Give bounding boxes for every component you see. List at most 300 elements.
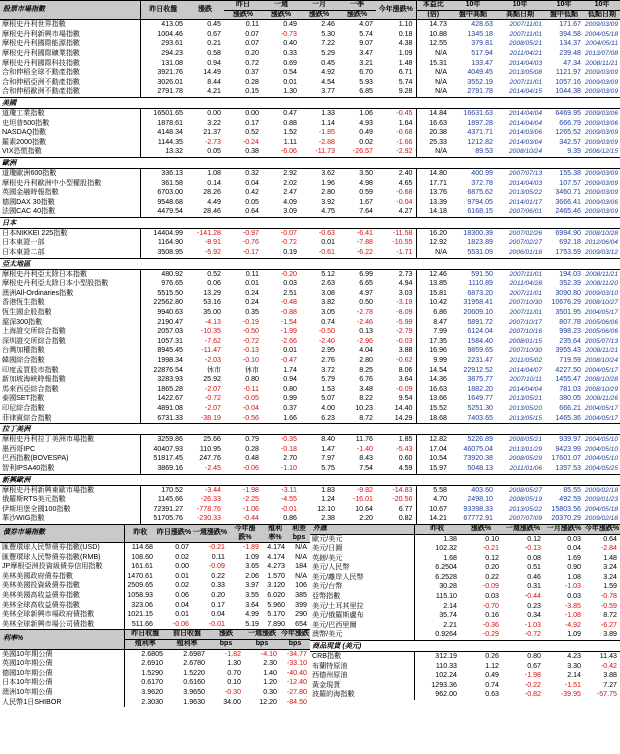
rate-row[interactable]: 英國10年期公債 2.6910 2.6780 1.30 2.30 -33.10: [2, 659, 307, 668]
ten-year-low-date: 2009/02/18: [584, 515, 618, 523]
index-name: 澳洲All-Ordinaries指數: [2, 288, 74, 297]
index-name: 華沙WIG指數: [2, 514, 45, 523]
ten-year-high-date: 2014/04/07: [508, 366, 542, 374]
rate-row[interactable]: 美國10年期公債 2.6805 2.6987 -1.82 -4.10 -34.77: [2, 649, 307, 658]
ten-year-high: 372.78: [471, 178, 493, 187]
table-row[interactable]: 台灣加權指數 8945.45 -11.47 -0.13 0.01 2.95 4.04 3.88 16.96 9859.65 2007/10/30 3955.43 2008/11/21: [2, 346, 618, 355]
ten-year-low-date: 2009/03/09: [584, 69, 618, 77]
ten-year-high-date: 2007/11/01: [509, 78, 542, 86]
ten-year-low-date: 2005/06/06: [584, 318, 618, 326]
ten-year-high: 9859.65: [467, 346, 493, 355]
ten-year-low-date: 2004/05/18: [584, 505, 618, 513]
table-row[interactable]: 華沙WIG指數 51705.76 -230.33 -0.44 0.86 2.38 2.20 0.82 14.21 67772.91 2007/07/09 20370.29 2009/02/18: [2, 514, 618, 523]
equity-header-row: [0, 1, 620, 11]
ten-year-low-date: 2006/12/15: [584, 148, 618, 156]
ten-year-high-date: 2014/04/04: [508, 109, 542, 117]
equity-section-label: 新興歐洲: [0, 474, 620, 485]
index-name: 墨西哥IPC: [2, 444, 36, 453]
row-label: JP摩根亞洲投資級債券信用指數: [2, 562, 103, 571]
ten-year-high-date: 2006/01/16: [508, 249, 542, 257]
ten-year-high: 379.81: [471, 39, 493, 48]
fx-table: [310, 524, 620, 700]
ten-year-high: 4049.45: [467, 68, 493, 77]
rate-row[interactable]: 澳洲10年期公債 3.9620 3.9650 -0.30 0.30 -27.80: [2, 688, 307, 696]
ten-year-low-date: 2004/05/17: [584, 404, 618, 412]
ten-year-high: 89.53: [475, 147, 493, 156]
ten-year-low: 20370.29: [551, 514, 581, 523]
bond-title: 債券市場指數: [0, 524, 124, 542]
row-label: 美國10年期公債: [2, 649, 53, 658]
table-row[interactable]: 摩根史丹利歐洲中小型權股指數 361.58 0.14 0.04 2.02 1.96 4.98 4.65 17.71 372.78 2014/04/03 107.57 2009/03/09: [2, 178, 618, 187]
ten-year-low: 107.57: [559, 178, 581, 187]
rate-row[interactable]: 人民幣1日SHIBOR 2.3030 1.9630 34.00 12.20 -84.50: [2, 697, 307, 706]
ten-year-high-date: 2008/05/21: [508, 436, 542, 444]
ten-year-low-date: 2009/03/09: [584, 189, 618, 197]
ten-year-low: 380.05: [559, 394, 581, 403]
index-name: 摩根史丹利亞太除日本指數: [2, 269, 88, 278]
ten-year-high-date: 2007/07/09: [508, 515, 542, 523]
ten-year-high: 428.63: [471, 20, 493, 29]
ten-year-low-date: 2004/05/17: [584, 309, 618, 317]
ten-year-high-date: 2007/11/01: [509, 21, 542, 29]
table-row[interactable]: 智利IPSA40指數 3869.16 -2.45 -0.06 -1.10 5.75 7.54 4.59 15.97 5048.13 2011/01/06 1357.53 2004/05/25: [0, 464, 620, 474]
bond-row[interactable]: 匯豐環球人民幣債券指數(USD) 114.68 0.07 -0.21 -1.89 4.174 N/A: [2, 543, 307, 552]
table-row[interactable]: 滬深300指數 2190.47 -4.13 -0.19 -1.54 0.74 -2.46 -5.99 8.47 5891.72 2007/10/17 807.78 2005/06/06: [2, 317, 618, 326]
ten-year-low: 1455.47: [555, 375, 581, 384]
index-name: 摩根史丹利歐洲中小型權股指數: [2, 178, 102, 187]
col-10y-low-date-bot: 低點日期: [584, 10, 620, 20]
fx-row[interactable]: 澳幣/美元 0.9264 -0.29 -0.72 1.09 3.89: [310, 630, 620, 640]
fx-col-month: 一月漲跌%: [544, 524, 584, 534]
fx-col-day: 漲跌%: [460, 524, 502, 534]
ten-year-low: 171.67: [559, 20, 581, 29]
index-name: 摩根史丹利新興市場指數: [2, 29, 81, 38]
ten-year-low: 352.39: [559, 279, 581, 288]
equity-section-label: 美國: [0, 97, 620, 108]
row-label: 美林美國投資級債券指數: [2, 581, 81, 590]
bond-row[interactable]: 美林全球新興市場公司債指數 511.66 -0.06 -0.01 5.19 7.890 654: [2, 619, 307, 628]
ten-year-high-date: 2008/05/19: [508, 496, 542, 504]
ten-year-low: 939.97: [559, 435, 581, 444]
row-label: 歐元/美元: [312, 534, 343, 543]
ten-year-low: 719.59: [559, 356, 581, 364]
table-row[interactable]: 恆生國企股指數 9940.63 35.00 0.35 -0.88 3.05 -2.78 -8.09 6.86 20609.10 2007/11/01 3501.95 2004/05/17: [2, 308, 618, 317]
ten-year-high: 6124.04: [467, 327, 493, 336]
equity-section-header: [0, 424, 620, 435]
table-row[interactable]: 日本東證一部 1164.90 -8.91 -0.76 -0.72 0.01 -7.88 -10.55 12.92 1823.89 2007/02/27 692.18 2012/06/04: [2, 238, 618, 247]
commodity-row[interactable]: 布蘭特原油 110.33 1.12 0.67 3.30 -0.42: [312, 661, 617, 670]
index-name: 滬深300指數: [2, 317, 43, 326]
ten-year-high-date: 2011/01/06: [509, 464, 542, 472]
index-name: 香港恆生指數: [2, 298, 45, 307]
fx-row[interactable]: 美元/土耳其里拉 2.14 -0.70 0.23 -3.85 -0.59: [312, 601, 617, 610]
table-row[interactable]: 摩根史丹利國際科技指數 131.08 0.94 0.72 0.69 0.45 3.21 1.48 15.31 133.47 2014/04/03 47.34 2008/11/21: [2, 58, 618, 67]
row-label: 亞幣指數: [312, 592, 341, 601]
ten-year-low: 781.03: [559, 384, 581, 393]
row-label: 美林全球高收益債券指數: [2, 600, 81, 609]
bond-body: [0, 543, 310, 630]
ten-year-high: 400.99: [471, 168, 493, 177]
table-row[interactable]: 摩根史丹利世界指數 413.05 0.45 0.11 0.49 2.46 4.07 1.10 14.73 428.63 2007/11/01 171.67 2009/03/09: [2, 20, 618, 29]
ten-year-low: 15803.56: [551, 504, 581, 513]
ten-year-low-date: 2004/05/17: [584, 414, 618, 422]
index-name: 英國金融時報指數: [2, 188, 59, 197]
col-pe-top: 本益比: [416, 1, 450, 11]
table-row[interactable]: 摩根史丹利拉丁美洲市場指數 3259.86 25.66 0.79 -0.35 8.40 11.76 1.85 12.82 5226.89 2008/05/21 939.97 2004/05/10: [2, 435, 618, 444]
table-row[interactable]: 史坦普500指數 1878.61 3.22 0.17 0.88 1.14 4.93 1.64 16.63 1897.28 2014/04/04 666.79 2009/03/06: [2, 118, 618, 127]
ten-year-high-date: 2007/06/01: [508, 208, 542, 216]
bond-table: [0, 524, 310, 630]
index-name: 羅素2000指數: [2, 137, 47, 146]
index-name: 菲律賓綜合指數: [2, 413, 52, 422]
ten-year-high-date: 2014/03/06: [508, 129, 542, 137]
table-row[interactable]: 合和伸稻歐洲不動產指數 2791.78 4.21 0.15 1.30 3.77 6.85 9.28 N/A 2791.78 2014/04/15 1044.38 2009/03/09: [0, 87, 620, 97]
table-row[interactable]: 香港恆生指數 22562.80 53.16 0.24 -0.48 3.82 0.50 -3.19 10.42 31958.41 2007/10/30 10676.29 2008/10/27: [2, 298, 618, 307]
index-name: 日本東證二部: [2, 248, 45, 257]
ten-year-low: 1265.52: [555, 128, 581, 137]
ten-year-low: 666.21: [559, 403, 581, 412]
table-row[interactable]: 羅素2000指數 1144.35 -2.73 -0.24 1.11 -2.88 0.02 -1.66 25.33 1212.82 2014/03/04 342.57 2009/03/09: [2, 137, 618, 146]
ten-year-high: 2498.10: [467, 495, 493, 504]
row-label: 美元/台幣: [312, 582, 343, 591]
ten-year-high-date: 2011/05/02: [509, 357, 542, 364]
ten-year-low: 3955.43: [555, 346, 581, 355]
ten-year-high-date: 2013/05/15: [508, 414, 542, 422]
table-row[interactable]: 道瓊歐洲600指數 336.13 1.08 0.32 2.92 3.62 3.50 2.40 14.80 400.99 2007/07/13 155.38 2009/03/09: [2, 168, 618, 177]
ten-year-high-date: 2008/01/15: [508, 337, 542, 345]
rates-col-week-bot: bps: [244, 640, 280, 650]
ten-year-high-date: 2013/05/20: [508, 404, 542, 412]
ten-year-high: 31958.41: [463, 298, 493, 307]
table-row[interactable]: 菲律賓綜合指數 6731.33 -38.19 -0.56 1.66 6.23 8.72 14.29 18.68 7403.65 2013/05/15 1465.36 2004/05/17: [0, 414, 620, 424]
bond-col-close: 昨收: [124, 524, 156, 542]
fx-row[interactable]: 美元/巴西里爾 2.21 -0.36 -1.03 -4.92 -6.27: [312, 620, 617, 629]
ten-year-low-date: 2009/03/06: [584, 198, 618, 206]
table-row[interactable]: 摩根史丹利亞太除日本指數 480.92 0.52 0.11 -0.20 5.12 6.99 2.73 12.46 591.50 2007/11/01 194.03 2008/11/21: [2, 269, 618, 278]
row-label: 美元/人民幣: [312, 563, 350, 572]
table-row[interactable]: 印度孟買股市指數 22876.54 休市 休市 1.74 3.72 8.25 8.06 14.54 22912.52 2014/04/07 4227.50 2004/05/17: [2, 365, 618, 374]
table-row[interactable]: 深圳證交所綜合指數 1057.31 -7.62 -0.72 -2.66 -2.40 -2.96 -0.03 17.35 1584.40 2008/01/15 235.64 2005/07/13: [2, 336, 618, 345]
ten-year-high-date: 2014/04/04: [508, 385, 542, 393]
ten-year-high-date: 2011/04/28: [509, 280, 542, 288]
ten-year-high-date: 2014/01/17: [508, 198, 542, 206]
table-row[interactable]: 德國DAX 30指數 9548.68 4.49 0.05 4.09 3.92 1.67 -0.04 13.39 9794.05 2014/01/17 3666.41 2009/03/06: [2, 197, 618, 206]
ten-year-high-date: 2014/04/03: [508, 179, 542, 187]
ten-year-low: 4227.50: [555, 365, 581, 374]
ten-year-high: 1823.89: [467, 238, 493, 247]
ten-year-high: 5048.13: [467, 463, 493, 472]
ten-year-high-date: 2014/04/04: [508, 119, 542, 127]
ten-year-low: 1465.36: [555, 413, 581, 422]
fx-col-ytd: 今年漲跌%: [584, 524, 620, 534]
ten-year-high-date: 2007/10/16: [508, 328, 542, 336]
col-10y-high-date-bot: 高點日期: [496, 10, 544, 20]
commodity-row[interactable]: 黃金現貨 1293.36 0.74 -0.22 -1.51 7.27: [312, 680, 617, 689]
table-row[interactable]: 伊斯坦堡全國100指數 72391.27 -778.76 -1.06 -0.01 12.10 10.64 6.77 10.67 93398.33 2013/05/22 15803.56 2004/05/18: [2, 504, 618, 513]
equity-section-label: 日本: [0, 217, 620, 228]
col-day-pct-top: 昨日: [224, 1, 262, 11]
rates-table: [0, 629, 310, 707]
ten-year-low: 1044.38: [555, 87, 581, 96]
ten-year-low: 134.37: [559, 39, 581, 48]
ten-year-high-date: 2007/11/01: [509, 30, 542, 38]
ten-year-high-date: 2013/05/22: [508, 505, 542, 513]
ten-year-low-date: 2004/05/25: [584, 464, 618, 472]
index-name: 道瓊歐洲600指數: [2, 168, 57, 177]
ten-year-low: 194.03: [559, 269, 581, 278]
bond-col-week: 一週漲跌%: [192, 524, 228, 542]
ten-year-low-date: 2009/03/10: [584, 289, 618, 297]
table-row[interactable]: 馬來西亞綜合指數 1865.28 -2.07 -0.11 0.80 1.53 3.48 -0.09 16.63 1882.20 2014/04/04 781.03 2008/10/29: [2, 384, 618, 393]
ten-year-high: 6168.15: [467, 207, 493, 216]
ten-year-low-date: 2008/11/21: [585, 59, 618, 67]
rates-body: [0, 649, 310, 707]
equity-section-header: [0, 217, 620, 228]
fx-row[interactable]: 亞幣指數 115.10 0.03 -0.44 0.03 -0.78: [312, 592, 617, 601]
row-label: 美元/巴西里爾: [312, 620, 357, 629]
ten-year-high: 1584.40: [467, 336, 493, 345]
table-row[interactable]: 韓國綜合指數 1998.34 -2.03 -0.10 -0.47 2.76 2.80 -0.62 9.99 2231.47 2011/05/02 719.59 2008/10/24: [2, 356, 618, 364]
bond-col-spread: 利差bps: [288, 524, 310, 542]
table-row[interactable]: 合和伸稻全球不動產指數 3921.76 14.49 0.37 0.54 4.92 6.70 6.71 N/A 4049.45 2013/05/08 1121.97 2009/03/09: [2, 68, 618, 77]
row-label: 美元/離岸人民幣: [312, 572, 364, 581]
equity-section-header: [0, 157, 620, 168]
index-name: VIX恐慌指數: [2, 147, 42, 156]
col-month-pct-top: 一月: [300, 1, 338, 11]
index-name: 韓國綜合指數: [2, 356, 45, 364]
col-prev-close: 昨日收盤: [140, 1, 186, 20]
ten-year-high-date: 2014/03/04: [508, 138, 542, 146]
row-label: 美林美國政府債券指數: [2, 571, 73, 580]
ten-year-high: 1882.20: [467, 384, 493, 393]
rates-col-ytd-bot: bps: [280, 640, 310, 650]
ten-year-high-date: 2014/04/03: [508, 59, 542, 67]
table-row[interactable]: 泰國SET指數 1422.67 -0.72 -0.05 0.99 5.07 8.22 9.54 13.66 1649.77 2013/05/21 380.05 2008/11/26: [2, 394, 618, 403]
table-row[interactable]: 摩根史丹利新興市場指數 1004.46 0.67 0.07 -0.73 5.30 5.74 0.18 10.88 1345.18 2007/11/01 394.58 2004/05/18: [2, 29, 618, 38]
ten-year-low: 492.59: [559, 495, 581, 504]
table-row[interactable]: 巴西指數(BOVESPA) 51817.45 247.76 0.48 2.70 7.97 8.43 0.60 10.54 73920.38 2008/05/29 17601.07 2004/05/10: [2, 454, 618, 463]
ten-year-high: 1345.18: [467, 29, 493, 38]
row-label: 英鎊/美元: [312, 553, 343, 562]
fx-body: [310, 534, 620, 641]
rates-col-close-bot: 殖利率: [124, 640, 166, 650]
fx-row[interactable]: 美元/台幣 30.28 -0.09 0.31 -1.03 1.59: [312, 582, 617, 591]
ten-year-low-date: 2009/03/09: [584, 129, 618, 137]
equity-section-header: [0, 97, 620, 108]
ten-year-low: 6994.90: [555, 228, 581, 237]
ten-year-high-date: 2007/10/30: [508, 347, 542, 355]
table-row[interactable]: 英國金融時報指數 6703.00 28.26 0.42 2.47 2.80 0.59 -0.68 13.76 6875.62 2013/05/22 3460.71 2009/03/09: [2, 188, 618, 197]
rates-col-chg-bot: bps: [208, 640, 244, 650]
ten-year-high-date: 2007/11/01: [509, 289, 542, 297]
left-panel: [0, 524, 310, 707]
ten-year-low: 1057.16: [555, 77, 581, 86]
index-name: 新加坡海峽時報指數: [2, 375, 66, 384]
bond-row[interactable]: 美林全球高收益債券指數 323.06 0.04 0.17 3.64 5.960 399: [2, 600, 307, 609]
ten-year-high: 2791.78: [467, 87, 493, 96]
bond-row[interactable]: 美林美國高收益債券指數 1058.93 0.06 0.20 3.55 6.020 385: [2, 591, 307, 600]
row-label: 美元/日圓: [312, 544, 343, 553]
table-row[interactable]: NASDAQ指數 4148.34 21.37 0.52 1.52 -1.85 0.49 -0.68 20.38 4371.71 2014/03/06 1265.52 2009/03/09: [2, 128, 618, 137]
table-row[interactable]: 道瓊工業指數 16501.65 0.00 0.00 0.47 1.33 1.06 -0.45 14.84 16631.63 2014/04/04 6469.95 2009/03/06: [2, 108, 618, 117]
ten-year-low-date: 2012/06/04: [584, 239, 618, 247]
table-row[interactable]: 日本東證二部 3508.95 -5.92 -0.17 0.19 -0.61 -6.22 -1.71 N/A 5531.09 2006/01/16 1753.59 2009/03/12: [0, 248, 620, 258]
index-name: 伊斯坦堡全國100指數: [2, 504, 71, 513]
ten-year-low-date: 2008/11/20: [585, 280, 618, 288]
index-name: 台灣加權指數: [2, 346, 45, 355]
index-name: 智利IPSA40指數: [2, 463, 55, 472]
table-row[interactable]: 上海證交所綜合指數 2057.03 -10.35 -0.50 -1.99 -0.50 0.13 -2.79 7.99 6124.04 2007/10/16 998.23 2005/06/06: [2, 327, 618, 336]
table-row[interactable]: VIX恐慌指數 13.32 0.05 0.38 -6.06 -11.73 -26.57 -2.92 N/A 89.53 2008/10/24 9.39 2006/12/15: [0, 147, 620, 157]
ten-year-low-date: 2004/05/11: [585, 40, 618, 48]
ten-year-low: 394.58: [559, 29, 581, 38]
index-name: 合和伸稻全球不動產指數: [2, 68, 81, 77]
ten-year-low-date: 2008/10/28: [584, 229, 618, 237]
bond-row[interactable]: 美林美國投資級債券指數 2509.65 0.02 0.33 3.97 3.120 106: [2, 581, 307, 590]
ten-year-high-date: 2008/05/29: [508, 455, 542, 463]
ten-year-high-date: 2014/04/15: [508, 88, 542, 96]
ten-year-low: 155.38: [559, 168, 581, 177]
ten-year-high: 93398.33: [463, 504, 493, 513]
table-row[interactable]: 俄羅斯RTS美元指數 1145.66 -26.33 -2.25 -4.55 1.24 -16.01 -20.56 4.70 2498.10 2008/05/19 492.59 2009/01/23: [2, 495, 618, 504]
index-name: 合和伸稻歐洲不動產指數: [2, 87, 81, 96]
ten-year-high-date: 2007/10/30: [508, 299, 542, 307]
ten-year-high: 18300.39: [463, 228, 493, 237]
col-change: 漲跌: [186, 1, 224, 20]
commodity-row[interactable]: 西德州原油 102.24 0.49 -1.98 2.14 3.88: [312, 671, 617, 680]
ten-year-high-date: 2008/05/21: [508, 40, 542, 48]
ten-year-low-date: 2004/05/10: [584, 455, 618, 463]
rates-header-row: [0, 630, 310, 640]
table-row[interactable]: 墨西哥IPC 40407.93 110.95 0.28 -0.18 1.47 -1.40 -5.43 17.04 46075.04 2013/01/29 9423.99 2004/05/10: [2, 444, 618, 453]
fx-row[interactable]: 美元/離岸人民幣 6.2528 0.22 0.46 1.08 3.24: [312, 572, 617, 581]
table-row[interactable]: 澳洲All-Ordinaries指數 5515.50 13.29 0.24 2.51 3.08 4.97 3.03 15.81 6873.20 2007/11/01 3090.80 2009/03/10: [2, 288, 618, 297]
rate-row[interactable]: 德國10年期公債 1.5290 1.5220 0.70 1.40 -40.40: [2, 668, 307, 677]
col-10y-low-bot: 盤中低點: [544, 10, 584, 20]
index-name: 摩根史丹利亞太除日本小型股指數: [2, 279, 109, 288]
right-panel: [310, 524, 620, 707]
equity-title: 股票市場指數: [0, 1, 140, 20]
col-10y-low-top: 10年: [544, 1, 584, 11]
commodity-section-header: [310, 641, 620, 652]
rates-col-prev-top: 前日收盤: [166, 630, 208, 640]
bond-col-ytd: 今年漲跌%: [228, 524, 262, 542]
index-name: 印尼綜合指數: [2, 403, 45, 412]
bond-row[interactable]: JP摩根亞洲投資級債券信用指數 161.61 0.00 -0.09 3.65 4.273 184: [2, 562, 307, 571]
table-row[interactable]: 摩根史丹利國際能源指數 293.61 0.21 0.07 0.40 7.22 9.07 4.38 12.55 379.81 2008/05/21 134.37 2004/05/11: [2, 39, 618, 48]
row-label: 黃金現貨: [312, 680, 341, 689]
index-name: 恆生國企股指數: [2, 308, 52, 317]
bond-row[interactable]: 美林全球新興市場政府債指數 1021.15 0.01 0.04 4.99 5.170 290: [2, 610, 307, 619]
ten-year-low: 692.18: [559, 238, 581, 247]
row-label: 德國10年期公債: [2, 668, 53, 677]
ten-year-low: 235.64: [559, 336, 581, 345]
ten-year-high-date: 2007/10/11: [509, 376, 542, 384]
index-name: NASDAQ指數: [2, 128, 47, 137]
fx-header-row: [310, 524, 620, 534]
table-row[interactable]: 合和伸稻亞洲不動產指數 3026.01 8.44 0.28 0.01 4.54 5.93 5.74 N/A 3552.19 2007/11/01 1057.16 2009/03/09: [2, 77, 618, 86]
table-row[interactable]: 新加坡海峽時報指數 3283.93 25.92 0.80 0.94 5.79 6.76 3.64 14.36 3875.77 2007/10/11 1455.47 2008/10/28: [2, 375, 618, 384]
table-row[interactable]: 法國CAC 40指數 4479.54 28.46 0.64 3.09 4.75 7.64 4.27 14.18 6168.15 2007/06/01 2465.46 2009/03/09: [0, 207, 620, 217]
ten-year-high-date: 2007/10/17: [508, 318, 542, 326]
rates-title: 利率%: [0, 630, 124, 649]
row-label: 波羅的海指數: [312, 690, 355, 699]
ten-year-high: 16631.63: [463, 108, 493, 117]
fx-row[interactable]: 美元/俄羅斯盧布 35.74 0.16 0.34 -1.08 8.72: [312, 611, 617, 620]
commodity-row[interactable]: CRB指數 312.19 0.26 0.80 4.23 11.43: [312, 652, 617, 661]
row-label: 美元/俄羅斯盧布: [312, 611, 364, 620]
ten-year-low: 9.39: [567, 147, 581, 156]
row-label: 美林全球新興市場公司債指數: [2, 619, 95, 628]
equity-header-group: [0, 1, 620, 20]
table-row[interactable]: 摩根史丹利國際礦業指數 294.23 0.58 0.20 0.33 5.29 3.47 1.09 N/A 517.94 2011/04/21 239.48 2013/07/08: [2, 48, 618, 57]
table-row[interactable]: 摩根史丹利新興東歐市場指數 170.52 -3.44 -1.98 -3.11 1.83 -9.82 -14.83 5.58 403.60 2008/05/27 85.55 2009/02/18: [2, 485, 618, 494]
commodity-row[interactable]: 波羅的海指數 962.00 0.63 -0.82 -39.95 -57.75: [312, 690, 617, 699]
ten-year-low-date: 2009/03/09: [584, 88, 618, 96]
table-row[interactable]: 印尼綜合指數 4891.08 -2.07 -0.04 0.37 4.00 10.23 14.40 15.52 5251.30 2013/05/20 666.21 2004/05/17: [2, 403, 618, 412]
ten-year-high-date: 2007/02/26: [508, 229, 542, 237]
row-label: 布蘭特原油: [312, 661, 348, 670]
commodity-title: 商品現貨 (美元): [310, 641, 620, 652]
fx-row[interactable]: 英鎊/美元 1.68 0.12 0.08 1.69 1.48: [312, 553, 617, 562]
ten-year-high: 133.47: [471, 58, 493, 67]
bond-row[interactable]: 美林美國政府債券指數 1470.61 0.01 0.22 2.06 1.570 N/A: [2, 571, 307, 580]
ten-year-low: 342.57: [559, 137, 581, 146]
ten-year-low-date: 2009/03/09: [584, 179, 618, 187]
index-name: 泰國SET指數: [2, 394, 45, 403]
bond-col-day: 昨日漲跌%: [156, 524, 192, 542]
ten-year-high-date: 2007/07/13: [508, 169, 542, 177]
col-day-pct-bot: 漲跌%: [224, 10, 262, 20]
row-label: 日本10年期公債: [2, 678, 53, 687]
ten-year-low: 10676.29: [551, 298, 581, 307]
bond-row[interactable]: 匯豐環球人民幣債券指數(RMB) 108.60 0.02 0.11 1.09 4.174 N/A: [2, 552, 307, 561]
index-name: 日本東證一部: [2, 238, 45, 247]
fx-row[interactable]: 歐元/美元 1.38 0.10 0.12 0.03 0.64: [312, 534, 617, 543]
equity-section-header: [0, 258, 620, 269]
index-name: 摩根史丹利拉丁美洲市場指數: [2, 435, 95, 444]
ten-year-low: 239.48: [559, 48, 581, 57]
equity-section-header: [0, 474, 620, 485]
fx-row[interactable]: 美元/日圓 102.32 -0.21 -0.13 0.04 -2.84: [312, 544, 617, 553]
rates-col-week-top: 一週漲跌: [244, 630, 280, 640]
ten-year-high: 1897.28: [467, 118, 493, 127]
ten-year-high: 7403.65: [467, 413, 493, 422]
col-10y-high-bot: 盤中高點: [450, 10, 496, 20]
ten-year-low-date: 2004/05/10: [584, 436, 618, 444]
col-week-pct-bot: 漲跌%: [262, 10, 300, 20]
ten-year-high-date: 2013/05/22: [508, 189, 542, 197]
index-name: 摩根史丹利國際能源指數: [2, 39, 81, 48]
ten-year-high: 20609.10: [463, 308, 493, 317]
ten-year-low: 6469.95: [555, 108, 581, 117]
rates-col-ytd-top: 今年漲跌: [280, 630, 310, 640]
index-name: 上海證交所綜合指數: [2, 327, 66, 336]
ten-year-high-date: 2008/10/24: [508, 148, 542, 156]
ten-year-high-date: 2007/02/27: [508, 239, 542, 247]
rate-row[interactable]: 日本10年期公債 0.6170 0.6160 0.10 1.20 -12.40: [2, 678, 307, 687]
index-name: 史坦普500指數: [2, 118, 50, 127]
ten-year-high: 5251.30: [467, 403, 493, 412]
fx-row[interactable]: 美元/人民幣 6.2504 0.20 0.51 0.90 3.24: [312, 563, 617, 572]
ten-year-high: 5226.89: [467, 435, 493, 444]
index-name: 摩根史丹利國際科技指數: [2, 58, 81, 67]
ten-year-high: 517.94: [471, 48, 493, 57]
ten-year-high: 4371.71: [467, 128, 493, 137]
index-name: 摩根史丹利世界指數: [2, 20, 66, 29]
table-row[interactable]: 摩根史丹利亞太除日本小型股指數 976.65 0.06 0.01 0.03 2.63 6.65 4.94 13.85 1110.89 2011/04/28 352.39 2008/11/20: [2, 279, 618, 288]
table-row[interactable]: 日本NIKKEI 225指數 14404.99 -141.28 -0.97 -0.07 -0.63 -6.41 -11.58 16.20 18300.39 2007/02/26 6994.90 2008/10/28: [2, 228, 618, 237]
